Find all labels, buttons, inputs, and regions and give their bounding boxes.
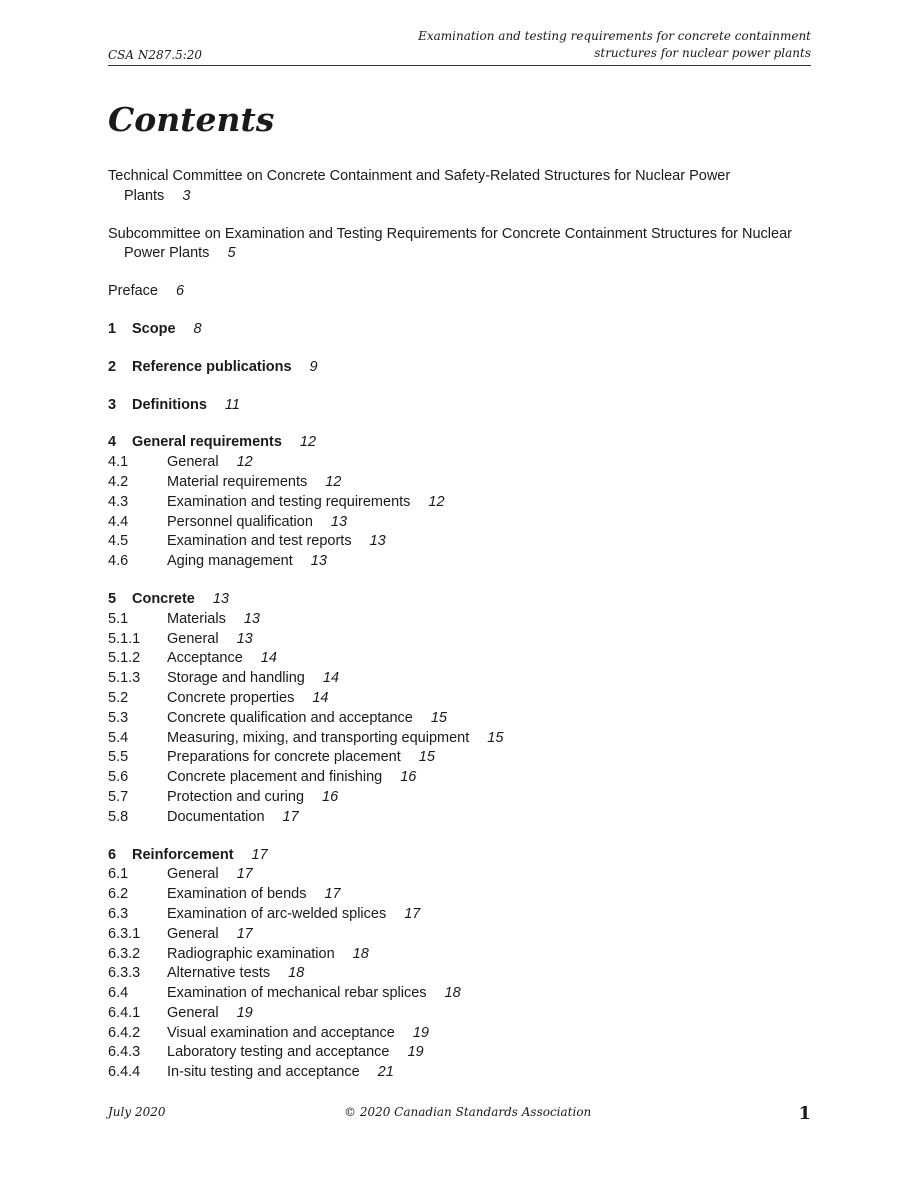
toc-subsection-title: Acceptance (167, 650, 243, 667)
toc-section[interactable] (108, 846, 798, 866)
toc-subsection-number: 5.1.1 (108, 630, 141, 647)
toc-section-number: 1 (108, 320, 117, 337)
toc-subsection-number: 6.4.1 (108, 1004, 141, 1021)
toc-subsection-title: In-situ testing and acceptance (167, 1064, 360, 1081)
toc-subsection-page: 17 (236, 866, 253, 883)
toc-subsection[interactable] (108, 964, 798, 984)
toc-subsection-page: 14 (322, 670, 340, 687)
toc-subsection[interactable] (108, 1024, 798, 1044)
toc-subsection-page: 14 (260, 650, 277, 667)
toc-subsection-number: 6.1 (108, 866, 129, 883)
toc-subsection[interactable] (108, 473, 798, 493)
toc-subsection-page: 12 (428, 493, 445, 510)
toc-subsection[interactable] (108, 808, 798, 828)
toc-section-number: 6 (108, 846, 117, 863)
document-title (418, 28, 811, 62)
toc-section[interactable] (108, 320, 798, 340)
toc-subsection-number: 6.4.3 (108, 1044, 141, 1061)
toc-section-title: General requirements (132, 434, 282, 451)
toc-subsection-number: 4.5 (108, 533, 129, 550)
toc-subsection-page: 13 (310, 553, 327, 570)
toc-subsection-title: Materials (167, 610, 226, 627)
toc-subsection-number: 4.6 (108, 553, 129, 570)
toc-section[interactable] (108, 590, 798, 610)
toc-entry[interactable] (108, 282, 798, 302)
toc-subsection-page: 19 (412, 1024, 429, 1041)
toc-subsection-page: 15 (487, 729, 504, 746)
toc-subsection[interactable] (108, 610, 798, 630)
toc-subsection[interactable] (108, 905, 798, 925)
toc-subsection-title: General (167, 1004, 219, 1021)
toc-subsection-page: 14 (312, 689, 329, 706)
toc-subsection-number: 6.4 (108, 985, 129, 1002)
toc-subsection-page: 17 (404, 905, 421, 922)
toc-entry[interactable] (108, 225, 798, 265)
toc-subsection-number: 4.3 (108, 493, 129, 510)
toc-entry-title: Subcommittee on Examination and Testing Requirements for Concrete Containment Structures for Nuclear Power Plants (108, 225, 792, 262)
toc-subsection[interactable] (108, 1043, 798, 1063)
toc-section-page: 8 (193, 320, 202, 337)
toc-subsection[interactable] (108, 729, 798, 749)
footer-copyright: © 2020 Canadian Standards Association (344, 1105, 592, 1119)
toc-subsection-title: Examination of mechanical rebar splices (167, 985, 427, 1002)
toc-subsection-number: 4.2 (108, 473, 129, 490)
toc-section-title: Definitions (132, 396, 207, 413)
toc-subsection-title: Protection and curing (167, 788, 305, 805)
toc-subsection-title: Storage and handling (167, 670, 305, 687)
toc-section-title: Concrete (132, 590, 195, 607)
page-title: Contents (108, 100, 275, 139)
toc-subsection-number: 6.4.4 (108, 1064, 141, 1081)
toc-section[interactable] (108, 358, 798, 378)
toc-subsection-number: 6.3.2 (108, 945, 141, 962)
page-number: 1 (798, 1103, 811, 1124)
toc-subsection-page: 13 (243, 610, 260, 627)
toc-section-number: 3 (108, 396, 117, 413)
toc-entry-page: 6 (175, 283, 185, 300)
toc-subsection-number: 6.3.3 (108, 965, 141, 982)
toc-subsection-title: Laboratory testing and acceptance (167, 1044, 390, 1061)
toc-subsection-page: 12 (236, 454, 253, 471)
toc-subsection-title: Aging management (167, 553, 293, 570)
toc-subsection[interactable] (108, 669, 798, 689)
toc-subsection-page: 15 (418, 749, 435, 766)
page-header (108, 28, 811, 66)
toc-subsection-page: 15 (430, 709, 447, 726)
toc-subsection-title: Documentation (167, 808, 265, 825)
toc-subsection-title: Examination of arc-welded splices (167, 905, 387, 922)
page-footer (108, 1103, 811, 1125)
toc-subsection-page: 18 (352, 945, 369, 962)
toc-subsection[interactable] (108, 689, 798, 709)
toc-section-title: Reinforcement (132, 846, 234, 863)
toc-entry-title: Preface (108, 283, 158, 300)
toc-subsection-title: Personnel qualification (167, 513, 313, 530)
toc-subsection-title: General (167, 454, 219, 471)
footer-date: July 2020 (108, 1105, 166, 1119)
toc-subsection-number: 6.4.2 (108, 1024, 141, 1041)
toc-section[interactable] (108, 433, 798, 453)
toc-subsection-page: 19 (407, 1044, 424, 1061)
toc-subsection-page: 13 (236, 630, 253, 647)
document-title-line: Examination and testing requirements for concrete containment (418, 29, 811, 43)
toc-section-page: 9 (309, 358, 318, 375)
toc-subsection-page: 13 (369, 533, 386, 550)
toc-subsection-title: General (167, 925, 219, 942)
toc-subsection-number: 6.2 (108, 886, 129, 903)
toc-entry[interactable] (108, 167, 798, 207)
toc-subsection[interactable] (108, 513, 798, 533)
toc-subsection-title: Material requirements (167, 473, 308, 490)
toc-subsection-number: 5.5 (108, 749, 129, 766)
toc-subsection-page: 18 (288, 965, 305, 982)
toc-subsection[interactable] (108, 649, 798, 669)
toc-subsection-page: 19 (236, 1004, 253, 1021)
table-of-contents (108, 167, 798, 1083)
toc-subsection-number: 6.3.1 (108, 925, 141, 942)
toc-subsection-title: General (167, 630, 219, 647)
toc-subsection-title: Measuring, mixing, and transporting equipment (167, 729, 470, 746)
toc-subsection[interactable] (108, 493, 798, 513)
toc-subsection-title: Concrete properties (167, 689, 295, 706)
toc-subsection-title: Concrete placement and finishing (167, 769, 383, 786)
toc-subsection[interactable] (108, 885, 798, 905)
toc-subsection-number: 6.3 (108, 905, 129, 922)
toc-subsection[interactable] (108, 532, 798, 552)
toc-subsection-title: Alternative tests (167, 965, 271, 982)
toc-section-title: Reference publications (132, 358, 292, 375)
toc-subsection-title: Concrete qualification and acceptance (167, 709, 413, 726)
toc-subsection[interactable] (108, 453, 798, 473)
toc-subsection-number: 5.8 (108, 808, 129, 825)
toc-subsection-page: 17 (324, 886, 341, 903)
toc-subsection-number: 5.1.2 (108, 650, 141, 667)
toc-subsection-number: 5.7 (108, 788, 129, 805)
toc-subsection-page: 16 (400, 769, 417, 786)
toc-subsection[interactable] (108, 925, 798, 945)
toc-entry-page: 3 (182, 187, 191, 204)
toc-subsection-title: Preparations for concrete placement (167, 749, 401, 766)
toc-subsection-title: Examination of bends (167, 886, 307, 903)
toc-section-page: 17 (251, 846, 268, 863)
toc-section-title: Scope (132, 320, 176, 337)
toc-subsection[interactable] (108, 788, 798, 808)
toc-subsection[interactable] (108, 984, 798, 1004)
toc-entry-page: 5 (227, 245, 236, 262)
toc-subsection-number: 5.1.3 (108, 670, 141, 687)
toc-subsection[interactable] (108, 630, 798, 650)
toc-subsection-number: 5.6 (108, 769, 129, 786)
toc-subsection-page: 18 (444, 985, 461, 1002)
toc-subsection-title: Radiographic examination (167, 945, 335, 962)
standard-code: CSA N287.5:20 (108, 48, 203, 62)
toc-subsection[interactable] (108, 748, 798, 768)
toc-subsection-page: 13 (330, 513, 348, 530)
toc-subsection-number: 5.1 (108, 610, 129, 627)
toc-subsection-page: 17 (282, 808, 299, 825)
toc-subsection-title: Visual examination and acceptance (167, 1024, 395, 1041)
toc-subsection-number: 5.3 (108, 709, 129, 726)
toc-section-number: 4 (108, 434, 117, 451)
toc-subsection[interactable] (108, 1004, 798, 1024)
toc-subsection-title: General (167, 866, 219, 883)
toc-section-number: 5 (108, 590, 117, 607)
toc-subsection-page: 12 (325, 473, 342, 490)
toc-entry-title: Technical Committee on Concrete Containment and Safety-Related Structures for Nuclear Power Plants (108, 168, 731, 204)
toc-subsection-page: 21 (377, 1064, 394, 1081)
toc-subsection-number: 5.2 (108, 689, 129, 706)
toc-subsection-title: Examination and testing requirements (167, 493, 411, 510)
toc-section-page: 11 (224, 396, 240, 413)
toc-section-page: 13 (212, 590, 229, 607)
toc-subsection-number: 5.4 (108, 729, 129, 746)
toc-section[interactable] (108, 396, 798, 416)
toc-section-page: 12 (299, 434, 317, 451)
toc-subsection[interactable] (108, 768, 798, 788)
toc-subsection-page: 17 (236, 925, 253, 942)
toc-subsection[interactable] (108, 709, 798, 729)
document-title-line: structures for nuclear power plants (594, 46, 811, 60)
toc-section-number: 2 (108, 358, 117, 375)
toc-subsection-title: Examination and test reports (167, 533, 352, 550)
toc-subsection[interactable] (108, 945, 798, 965)
toc-subsection[interactable] (108, 1063, 798, 1083)
toc-subsection-number: 4.4 (108, 513, 129, 530)
toc-subsection-number: 4.1 (108, 454, 129, 471)
toc-subsection[interactable] (108, 552, 798, 572)
toc-subsection-page: 16 (322, 788, 339, 805)
toc-subsection[interactable] (108, 865, 798, 885)
